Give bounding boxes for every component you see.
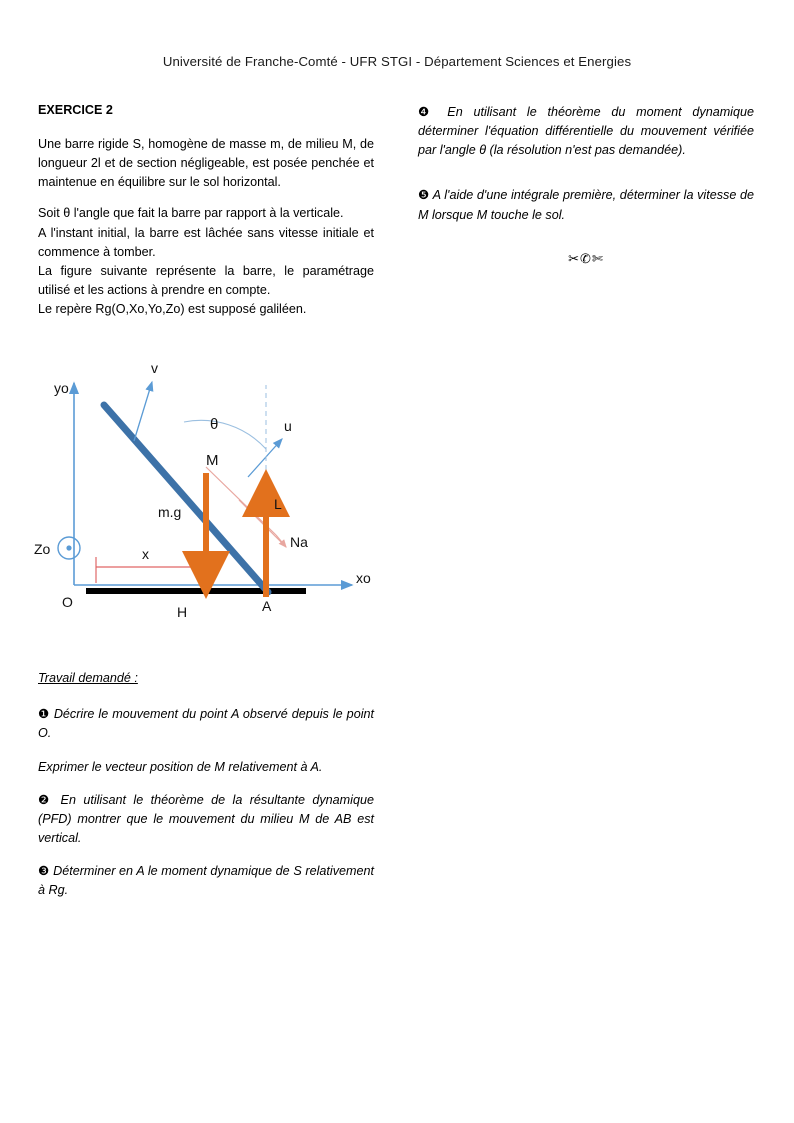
figure-svg [34,345,380,645]
label-v: v [151,360,158,377]
question-2-marker: ❷ [38,792,54,807]
intro-paragraph-5: Le repère Rg(O,Xo,Yo,Zo) est supposé galiléen. [38,302,307,317]
right-column [418,103,754,914]
intro-paragraph-1: Une barre rigide S, homogène de masse m, de milieu M, de longueur 2l et de section négligeable, est posée penchée et maintenue en équilibre sur le sol horizontal. [38,137,374,190]
work-requested-title: Travail demandé : [38,671,138,686]
question-3-text: Déterminer en A le moment dynamique de S relativement à Rg. [38,864,374,898]
intro-paragraph-2: Soit θ l'angle que fait la barre par rapport à la verticale. [38,206,344,221]
angle-arc [184,421,266,450]
question-1-marker: ❶ [38,707,50,722]
label-force-Na: Na [290,534,308,551]
label-theta: θ [210,416,219,434]
question-2 [38,791,374,848]
label-xo: xo [356,570,371,587]
question-1b [38,758,374,777]
ground-line [86,588,306,594]
vector-u [248,439,282,477]
question-2-text: En utilisant le théorème de la résultante dynamique (PFD) montrer que le mouvement du milieu M de AB est vertical. [38,792,374,845]
label-point-A: A [262,598,272,615]
question-5-marker: ❺ [418,188,430,203]
intro-paragraph-3: A l'instant initial, la barre est lâchée sans vitesse initiale et commence à tomber. [38,225,374,259]
question-1b-text: Exprimer le vecteur position de M relativement à A. [38,759,323,774]
exercise-title: EXERCICE 2 [38,103,113,117]
vector-v [134,382,152,441]
label-zo: Zo [34,541,51,558]
label-mg: m.g [158,504,182,521]
label-u: u [284,418,292,435]
question-1-text: Décrire le mouvement du point A observé depuis le point O. [38,707,374,741]
mechanics-figure [34,345,374,645]
label-force-L: L [274,496,282,513]
two-column-body [34,103,756,914]
question-4-text: En utilisant le théorème du moment dynamique déterminer l'équation différentielle du mouvement vérifiée par l'angle θ (la résolution n'est pas demandée). [418,105,754,158]
label-origin-O: O [62,594,73,611]
page-header: Université de Franche-Comté - UFR STGI - Département Sciences et Energies [162,54,632,69]
question-4 [418,103,754,160]
question-5-text: A l'aide d'une intégrale première, déterminer la vitesse de M lorsque M touche le sol. [418,188,754,222]
question-3 [38,862,374,900]
zo-axis-dot [66,546,71,551]
question-4-marker: ❹ [418,105,437,119]
question-1 [38,705,374,743]
question-5 [418,186,754,224]
question-3-marker: ❸ [38,864,50,879]
left-column [34,103,374,914]
label-point-M: M [206,452,219,470]
label-yo: yo [54,380,69,397]
section-ornament: ✂✆✄ [568,250,604,266]
label-distance-x: x [142,546,149,563]
rigid-bar [104,405,268,592]
guide-arrow-Na [276,535,286,547]
intro-paragraph-4: La figure suivante représente la barre, le paramétrage utilisé et les actions à prendre en compte. [38,263,374,297]
label-distance-H: H [177,604,188,621]
